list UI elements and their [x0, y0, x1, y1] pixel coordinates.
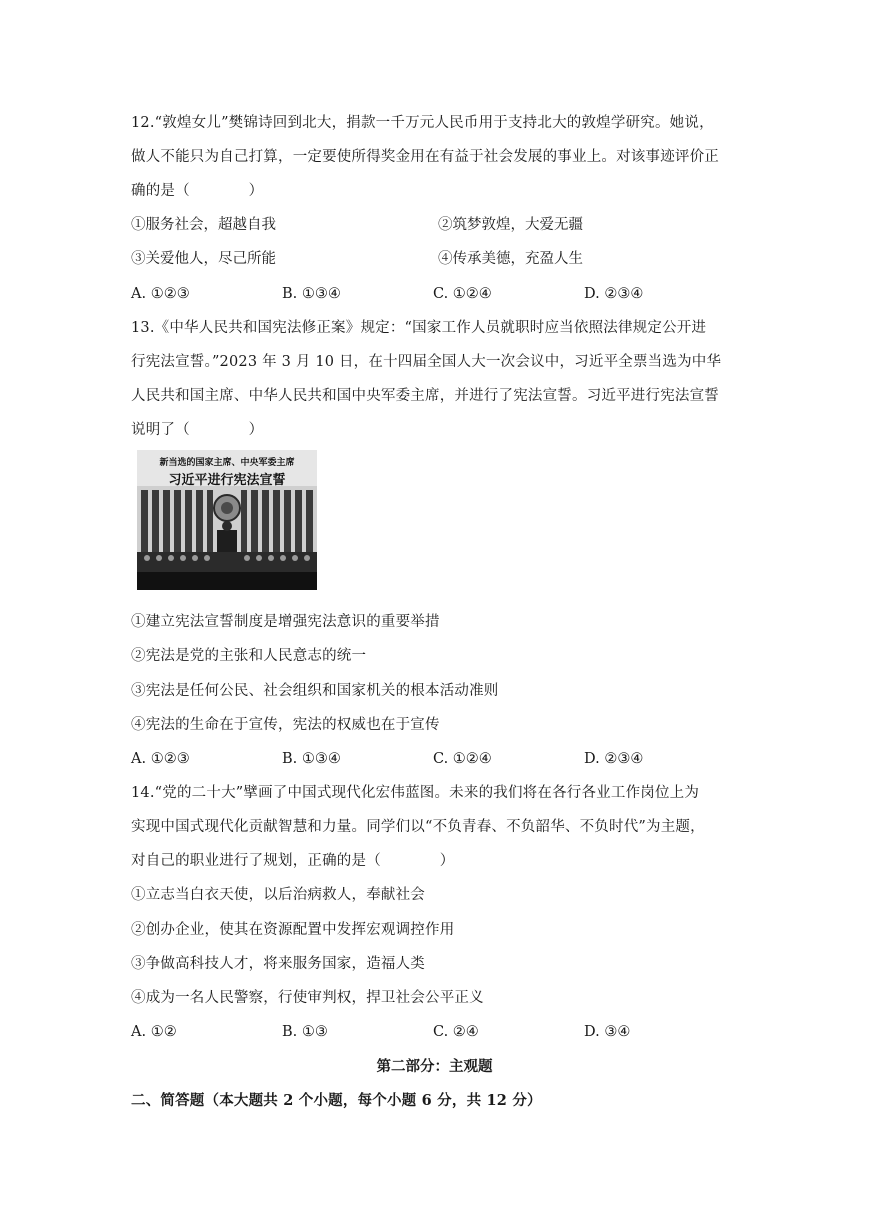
q14-stem-line-3: 对自己的职业进行了规划，正确的是（ ）: [131, 853, 455, 869]
q13-choice-b: B. ①③④: [282, 751, 341, 767]
q13-stem-line-2: 行宪法宣誓。”2023 年 3 月 10 日，在十四届全国人大一次会议中，习近平全票当选为中华: [131, 354, 722, 370]
q14-stem-line-2: 实现中国式现代化贡献智慧和力量。同学们以“不负青春、不负韶华、不负时代”为主题，: [131, 819, 705, 835]
q14-choice-d: D. ③④: [584, 1024, 631, 1040]
q13-stem-line-1: 13.《中华人民共和国宪法修正案》规定：“国家工作人员就职时应当依照法律规定公开进: [131, 320, 707, 336]
q12-stem-line-1: 12.“敦煌女儿”樊锦诗回到北大，捐款一千万元人民币用于支持北大的敦煌学研究。她说，: [131, 115, 714, 131]
q13-statement-1: ①建立宪法宣誓制度是增强宪法意识的重要举措: [131, 614, 440, 630]
q12-statement-1: ①服务社会，超越自我: [131, 217, 276, 233]
photo-caption-large: 习近平进行宪法宣誓: [168, 473, 286, 488]
section-heading: 二、简答题（本大题共 2 个小题，每个小题 6 分，共 12 分）: [131, 1092, 542, 1109]
q12-statement-4: ④传承美德，充盈人生: [438, 251, 583, 267]
q12-stem-line-2: 做人不能只为自己打算，一定要使所得奖金用在有益于社会发展的事业上。对该事迹评价正: [131, 149, 719, 165]
q13-statement-4: ④宪法的生命在于宣传，宪法的权威也在于宣传: [131, 717, 440, 733]
q14-choice-b: B. ①③: [282, 1024, 328, 1040]
q14-statement-4: ④成为一名人民警察，行使审判权，捍卫社会公平正义: [131, 990, 484, 1006]
q12-statement-3: ③关爱他人，尽己所能: [131, 251, 276, 267]
q14-stem-line-1: 14.“党的二十大”擘画了中国式现代化宏伟蓝图。未来的我们将在各行各业工作岗位上为: [131, 785, 700, 801]
q14-statement-1: ①立志当白衣天使，以后治病救人，奉献社会: [131, 887, 425, 903]
q13-choice-d: D. ②③④: [584, 751, 644, 767]
q13-stem-line-3: 人民共和国主席、中华人民共和国中央军委主席，并进行了宪法宣誓。习近平进行宪法宣誓: [131, 388, 719, 404]
photo-caption-small: 新当选的国家主席、中央军委主席: [159, 458, 295, 468]
q13-choice-c: C. ①②④: [433, 751, 492, 767]
q12-choice-c: C. ①②④: [433, 286, 492, 302]
q13-choice-a: A. ①②③: [131, 751, 190, 767]
q14-choice-a: A. ①②: [131, 1024, 177, 1040]
q14-statement-3: ③争做高科技人才，将来服务国家，造福人类: [131, 956, 425, 972]
q12-choice-d: D. ②③④: [584, 286, 644, 302]
part-two-title: 第二部分：主观题: [376, 1058, 493, 1075]
q13-stem-line-4: 说明了（ ）: [131, 422, 264, 438]
q13-statement-3: ③宪法是任何公民、社会组织和国家机关的根本活动准则: [131, 683, 499, 699]
q13-statement-2: ②宪法是党的主张和人民意志的统一: [131, 648, 367, 664]
q14-statement-2: ②创办企业，使其在资源配置中发挥宏观调控作用: [131, 922, 455, 938]
q12-stem-line-3: 确的是（ ）: [131, 183, 264, 199]
q12-choice-a: A. ①②③: [131, 286, 190, 302]
oath-photo: [137, 450, 317, 590]
q14-choice-c: C. ②④: [433, 1024, 479, 1040]
q12-choice-b: B. ①③④: [282, 286, 341, 302]
q12-statement-2: ②筑梦敦煌，大爱无疆: [438, 217, 583, 233]
